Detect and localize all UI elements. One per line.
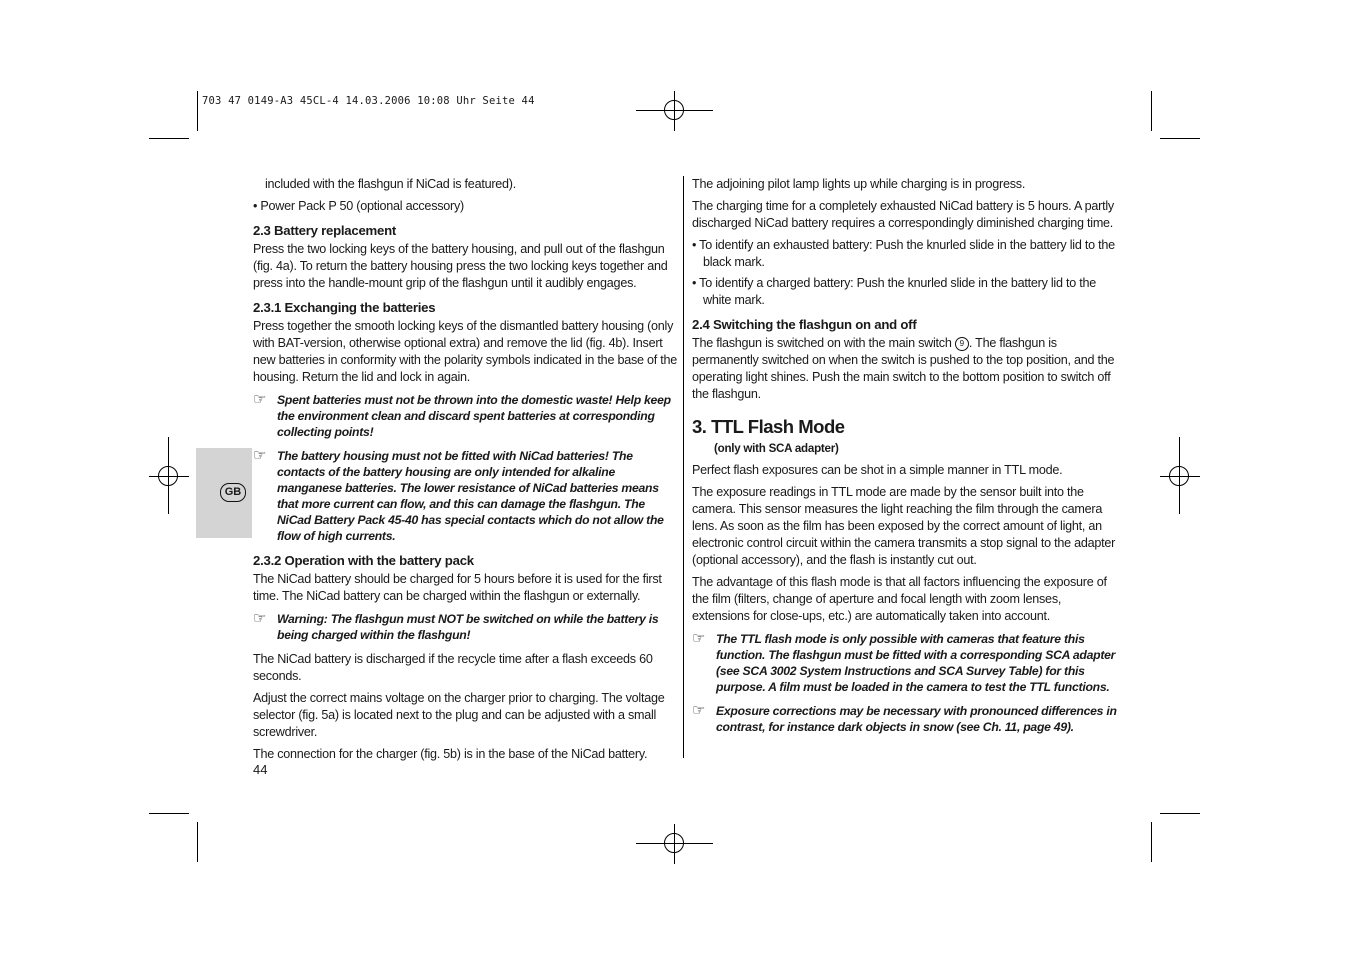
section-heading: 2.3.1 Exchanging the batteries <box>253 300 436 315</box>
paragraph-text: . The flashgun is permanently switched on when the switch is pushed to the top position, and the operating light shines. Push the main switch to the bottom position to switch off the flashgun. <box>692 336 1115 401</box>
paragraph: included with the flashgun if NiCad is featured). <box>265 177 516 191</box>
paragraph: The adjoining pilot lamp lights up while charging is in progress. <box>692 177 1026 191</box>
note <box>692 631 1117 695</box>
bullet-item: • To identify a charged battery: Push the knurled slide in the battery lid to the white mark. <box>692 276 1096 307</box>
paragraph-text: The flashgun is switched on with the main switch <box>692 336 952 350</box>
paragraph: The exposure readings in TTL mode are made by the sensor built into the camera. This sensor measures the light reaching the film through the camera lens. As soon as the film has been exposed by the correct amount of light, an electronic control circuit within the camera transmits a stop signal to the adapter (optional accessory), and the flash is instantly cut out. <box>692 485 1116 567</box>
print-slug: 703 47 0149-A3 45CL-4 14.03.2006 10:08 Uhr Seite 44 <box>202 95 535 107</box>
section-heading: 2.3.2 Operation with the battery pack <box>253 553 474 568</box>
paragraph: The NiCad battery should be charged for 5 hours before it is used for the first time. The NiCad battery can be charged within the flashgun or externally. <box>253 572 662 603</box>
paragraph: Press the two locking keys of the battery housing, and pull out of the flashgun (fig. 4a). To return the battery housing press the two locking keys together and press into the handle-mount grip of the flashgun until it audibly engages. <box>253 242 668 290</box>
bullet-item: • Power Pack P 50 (optional accessory) <box>253 199 464 213</box>
paragraph: The advantage of this flash mode is that all factors influencing the exposure of the film (filters, change of aperture and focal length with zoom lenses, extensions for close-ups, etc.) are automatically taken into account. <box>692 575 1107 623</box>
paragraph: Press together the smooth locking keys of the dismantled battery housing (only with BAT-version, otherwise optional extra) and remove the lid (fig. 4b). Insert new batteries in conformity with the polarity symbols indicated in the base of the housing. Return the lid and lock in again. <box>253 319 678 384</box>
language-badge: GB <box>220 483 246 502</box>
bullet-item: • To identify an exhausted battery: Push the knurled slide in the battery lid to the black mark. <box>692 238 1115 269</box>
left-column <box>253 176 678 768</box>
switch-number-badge: 9 <box>955 337 969 351</box>
note-text: Exposure corrections may be necessary with pronounced differences in contrast, for instance dark objects in snow (see Ch. 11, page 49). <box>716 704 1117 734</box>
pointing-hand-icon: ☞ <box>253 391 267 408</box>
chapter-heading: 3. TTL Flash Mode <box>692 416 845 437</box>
paragraph: The NiCad battery is discharged if the recycle time after a flash exceeds 60 seconds. <box>253 652 653 683</box>
column-divider <box>683 176 684 758</box>
note-text: Spent batteries must not be thrown into the domestic waste! Help keep the environment clean and discard spent batteries at corresponding collecting points! <box>277 393 671 439</box>
note <box>253 392 678 440</box>
paragraph: The charging time for a completely exhausted NiCad battery is 5 hours. A partly discharged NiCad battery requires a correspondingly diminished charging time. <box>692 199 1114 230</box>
paragraph <box>692 335 1117 403</box>
right-column <box>692 176 1117 743</box>
note-text: The TTL flash mode is only possible with cameras that feature this function. The flashgun must be fitted with a corresponding SCA adapter (see SCA 3002 System Instructions and SCA Survey Table) for this purpose. A film must be loaded in the camera to test the TTL functions. <box>716 632 1116 694</box>
pointing-hand-icon: ☞ <box>253 447 267 464</box>
note <box>692 703 1117 735</box>
note <box>253 611 678 643</box>
page-number: 44 <box>253 762 268 777</box>
note <box>253 448 678 544</box>
paragraph: Adjust the correct mains voltage on the charger prior to charging. The voltage selector (fig. 5a) is located next to the plug and can be adjusted with a small screwdriver. <box>253 691 665 739</box>
pointing-hand-icon: ☞ <box>692 630 706 647</box>
chapter-subheading: (only with SCA adapter) <box>714 442 839 455</box>
section-heading: 2.3 Battery replacement <box>253 223 397 238</box>
pointing-hand-icon: ☞ <box>692 702 706 719</box>
section-heading: 2.4 Switching the flashgun on and off <box>692 317 917 332</box>
note-text: Warning: The flashgun must NOT be switched on while the battery is being charged within the flashgun! <box>277 612 659 642</box>
note-text: The battery housing must not be fitted with NiCad batteries! The contacts of the battery housing are only intended for alkaline manganese batteries. The lower resistance of NiCad batteries means that more current can flow, and this can damage the flashgun. The NiCad Battery Pack 45-40 has special contacts which do not allow the flow of high currents. <box>277 449 664 543</box>
paragraph: Perfect flash exposures can be shot in a simple manner in TTL mode. <box>692 463 1063 477</box>
pointing-hand-icon: ☞ <box>253 610 267 627</box>
paragraph: The connection for the charger (fig. 5b) is in the base of the NiCad battery. <box>253 747 648 761</box>
